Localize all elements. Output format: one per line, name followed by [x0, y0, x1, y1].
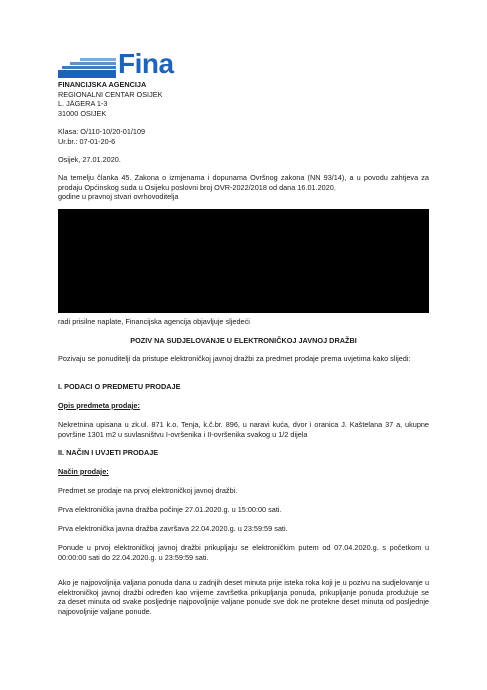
org-address-city: 31000 OSIJEK [58, 108, 107, 118]
org-address-street: L. JÄGERA 1-3 [58, 99, 108, 108]
section-2-para-1: Predmet se prodaje na prvoj elektroničkoj javnoj dražbi. [58, 486, 238, 495]
intro-paragraph: Na temelju članka 45. Zakona o izmjenama i dopunama Ovršnog zakona (NN 93/14), a u povodu zahtjeva za prodaju Općinskog suda u Osijeku poslovni broj OVR-2022/2018 od dana 16.01.2020. [58, 173, 429, 192]
document-date: Osijek, 27.01.2020. [58, 155, 121, 164]
redacted-block [58, 209, 429, 313]
invite-paragraph: Pozivaju se ponuditelji da pristupe elektroničkoj javnoj dražbi za predmet prodaje prema uvjetima kako slijedi: [58, 354, 411, 363]
org-center: REGIONALNI CENTAR OSIJEK [58, 89, 163, 99]
urbroj-number: Ur.br.: 07-01-20-6 [58, 137, 116, 146]
fina-logo-mark [58, 56, 116, 78]
section-2-para-5: Ako je najpovoljnija valjana ponuda dana u zadnjih deset minuta prije isteka roka koji je u pozivu na sudjelovanje u elektroničkoj javnoj dražbi određen kao vrijeme završetka prikupljanja ponuda, prikupljanje ponuda produžuje se za deset minuta od svake posljednje najpovoljnije valjane ponude sve dok ne protekne deset minuta od posljednje najpovoljnije valjane ponude. [58, 578, 429, 616]
fina-logo-word: Fina [118, 48, 174, 79]
org-name: FINANCIJSKA AGENCIJA [58, 80, 147, 89]
section-2-heading: II. NAČIN I UVJETI PRODAJE [58, 448, 159, 457]
intro-last-line: godine u pravnoj stvari ovrhovoditelja [58, 192, 179, 201]
section-1-heading: I. PODACI O PREDMETU PRODAJE [58, 382, 181, 391]
section-2-subheading: Način prodaje: [58, 467, 109, 476]
section-2-para-3: Prva elektronička javna dražba završava 22.04.2020.g. u 23:59:59 sati. [58, 524, 288, 533]
after-redaction-text: radi prisilne naplate, Financijska agencija objavljuje sljedeći [58, 317, 250, 326]
section-1-text: Nekretnina upisana u zk.ul. 871 k.o. Tenja, k.č.br. 896, u naravi kuća, dvor i oranica J. Kaštelana 37 a, ukupne površine 1301 m2 u suvlasništvu I-ovršenika i II-ovršenika svakog u 1/2 dijela [58, 420, 429, 439]
document-title: POZIV NA SUDJELOVANJE U ELEKTRONIČKOJ JAVNOJ DRAŽBI [130, 336, 357, 345]
section-1-subheading: Opis predmeta prodaje: [58, 401, 140, 410]
section-2-para-4: Ponude u prvoj elektroničkoj javnoj dražbi prikupljaju se elektroničkim putem od 07.04.2020.g. s početkom u 00:00:00 sati do 22.04.2020.g. u 23:59:59 sati. [58, 543, 429, 562]
klasa-number: Klasa: O/110-10/20-01/109 [58, 127, 146, 136]
section-2-para-2: Prva elektronička javna dražba počinje 27.01.2020.g. u 15:00:00 sati. [58, 505, 282, 514]
